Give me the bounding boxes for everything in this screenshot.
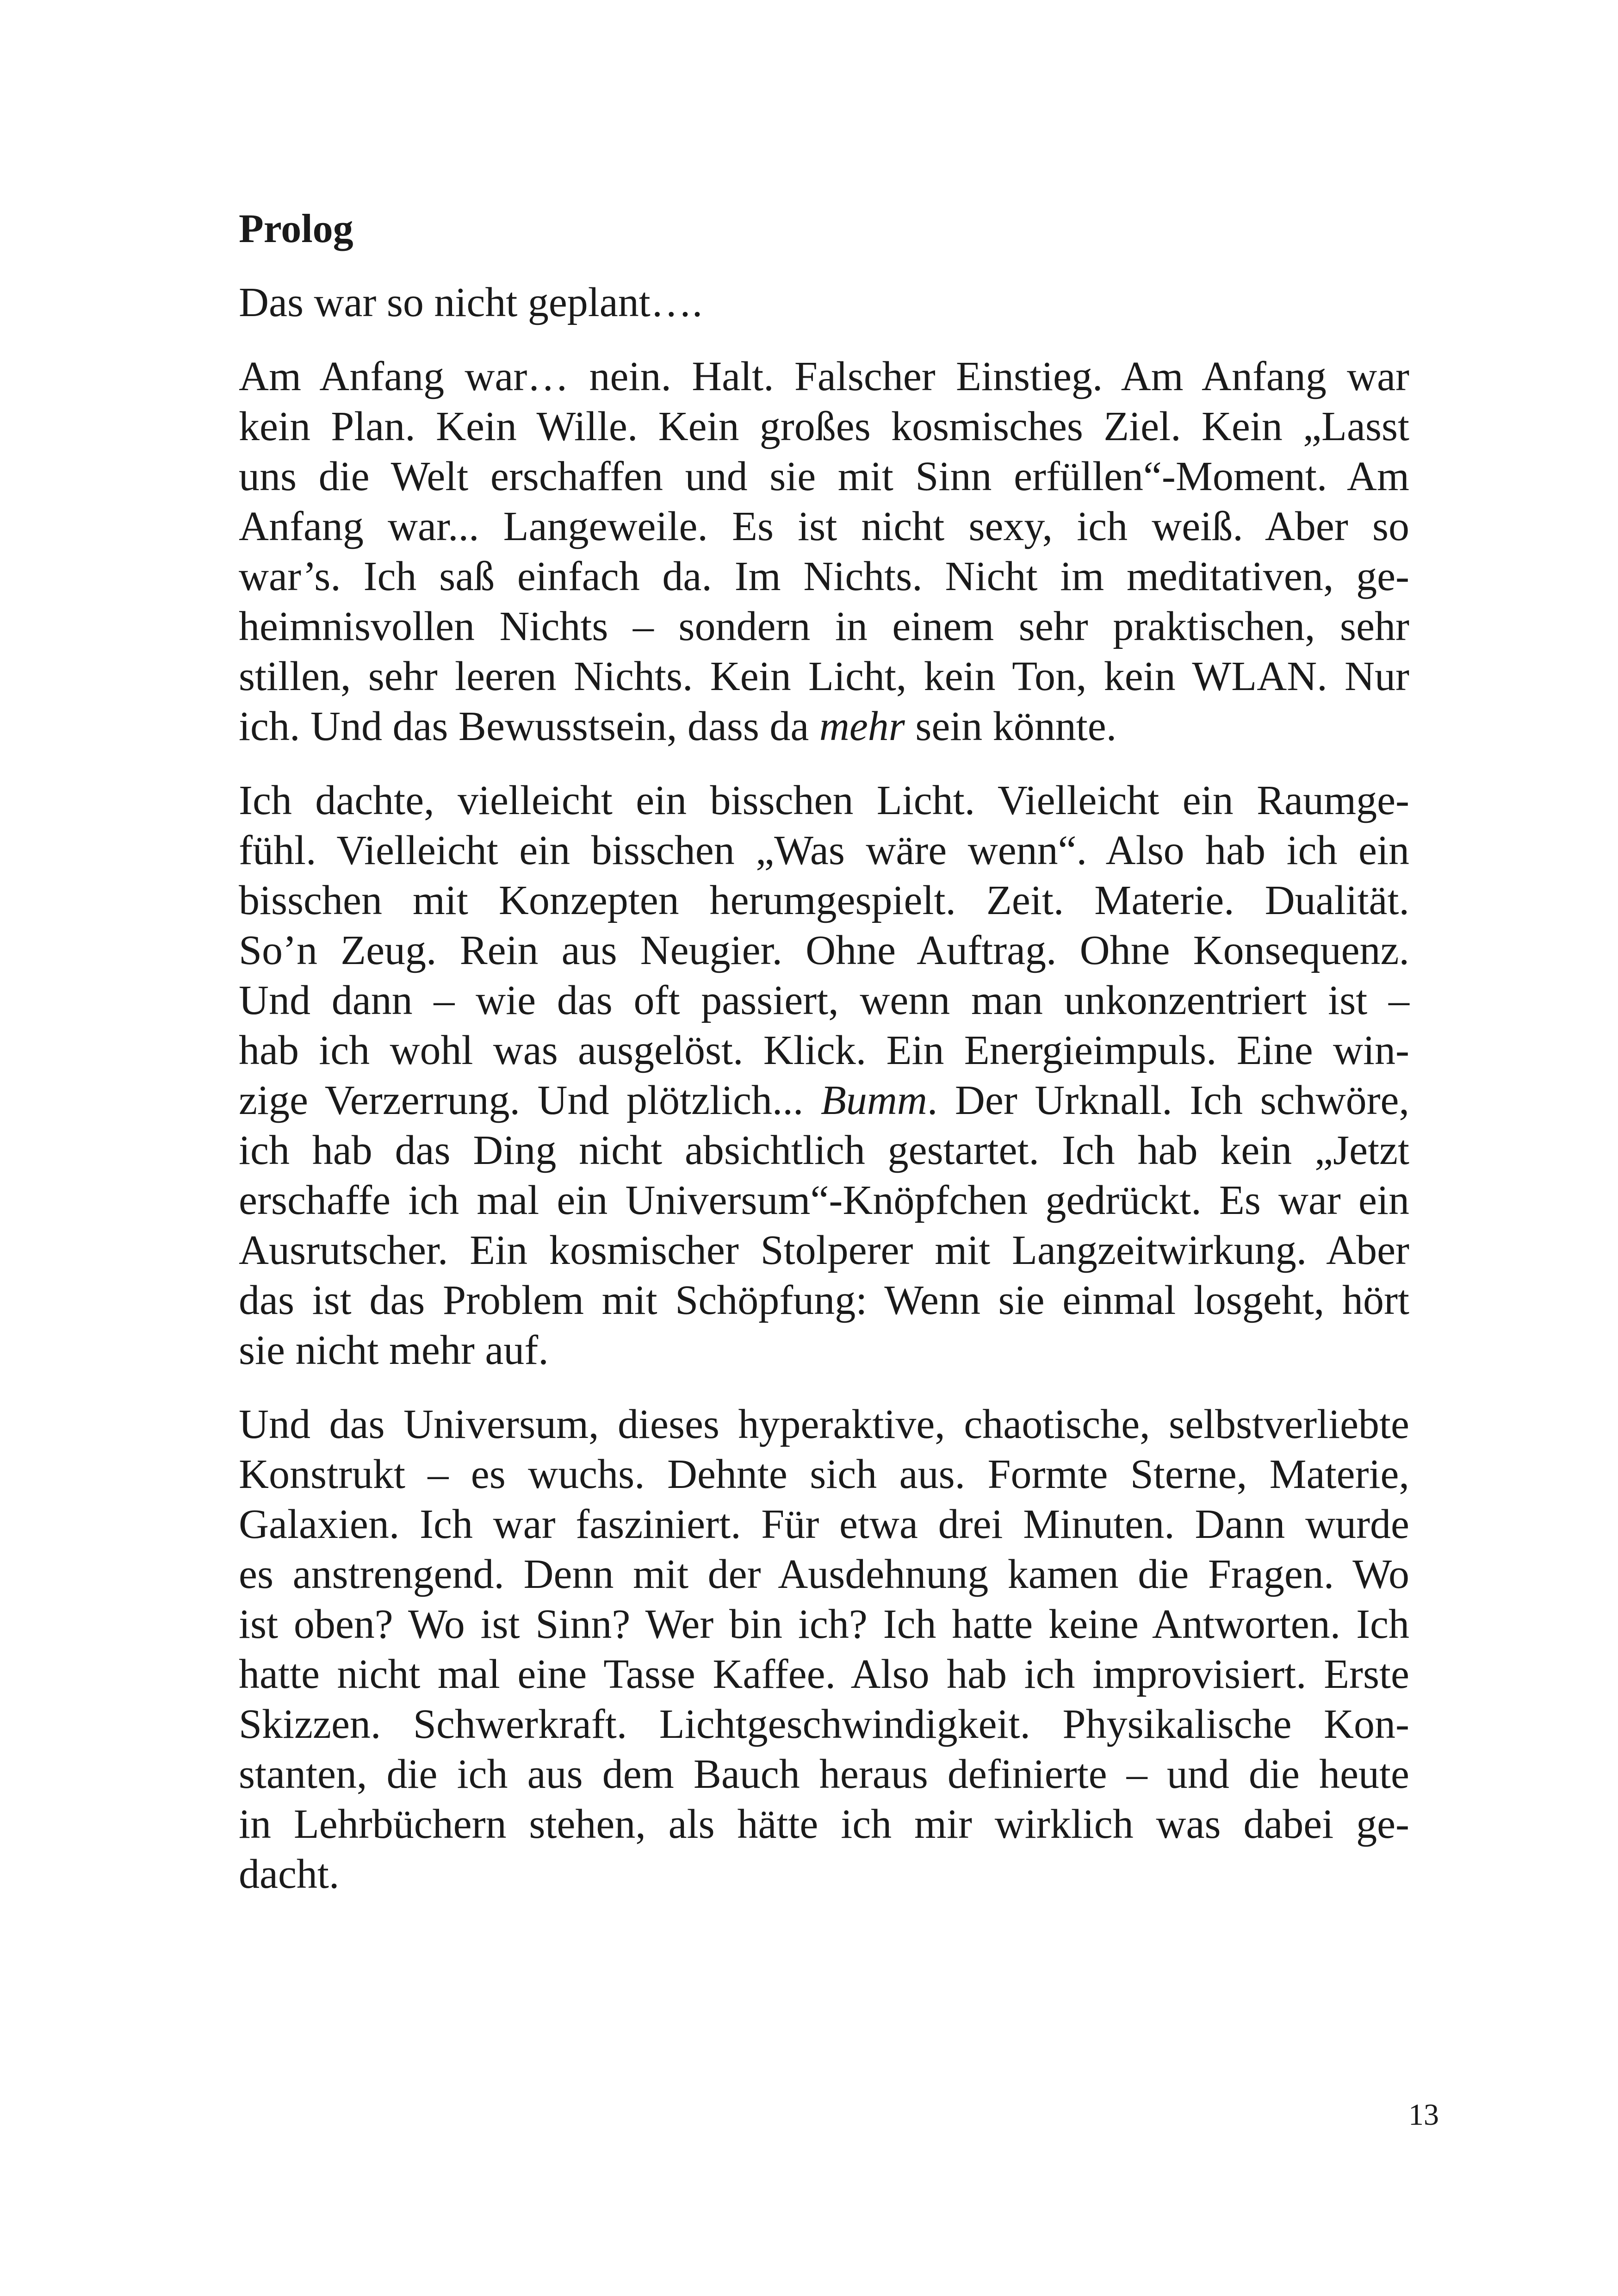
text-line: bisschen mit Konzepten herumgespielt. Zeit. Materie. Dualität.: [239, 877, 1409, 923]
text-line: war’s. Ich saß einfach da. Im Nichts. Nicht im meditativen, ge-: [239, 554, 1409, 599]
text-line: [239, 1076, 1409, 1126]
chapter-heading: Prolog: [239, 206, 353, 251]
text-line: stillen, sehr leeren Nichts. Kein Licht, kein Ton, kein WLAN. Nur: [239, 653, 1409, 699]
text-line: das ist das Problem mit Schöpfung: Wenn sie einmal losgeht, hört: [239, 1277, 1409, 1323]
text-block: [239, 204, 1409, 1923]
text-line: sie nicht mehr auf.: [239, 1327, 549, 1373]
paragraph-1: [239, 352, 1409, 752]
text-line: uns die Welt erschaffen und sie mit Sinn erfüllen“-Moment. Am: [239, 454, 1409, 499]
text-line: Und das Universum, dieses hyperaktive, chaotische, selbstverliebte: [239, 1401, 1409, 1447]
page-number: 13: [1408, 2098, 1439, 2132]
text-line: Galaxien. Ich war fasziniert. Für etwa drei Minuten. Dann wurde: [239, 1501, 1409, 1547]
text-line: Ausrutscher. Ein kosmischer Stolperer mit Langzeitwirkung. Aber: [239, 1227, 1409, 1273]
text-fragment: zige Verzerrung. Und plötzlich...: [239, 1077, 821, 1123]
text-line: kein Plan. Kein Wille. Kein großes kosmisches Ziel. Kein „Lasst: [239, 404, 1409, 449]
text-line: So’n Zeug. Rein aus Neugier. Ohne Auftrag. Ohne Konsequenz.: [239, 927, 1409, 973]
text-fragment: sein könnte.: [905, 703, 1117, 749]
intro-paragraph: [239, 278, 1409, 328]
paragraph-2: [239, 776, 1409, 1375]
text-line: es anstrengend. Denn mit der Ausdehnung kamen die Fragen. Wo: [239, 1551, 1409, 1597]
emphasis-text: mehr: [819, 703, 905, 749]
text-line: fühl. Vielleicht ein bisschen „Was wäre wenn“. Also hab ich ein: [239, 828, 1409, 873]
text-line: [239, 702, 1409, 752]
text-line: Ich dachte, vielleicht ein bisschen Licht. Vielleicht ein Raumge-: [239, 778, 1409, 823]
text-line: in Lehrbüchern stehen, als hätte ich mir wirklich was dabei ge-: [239, 1801, 1409, 1847]
text-line: Skizzen. Schwerkraft. Lichtgeschwindigkeit. Physikalische Kon-: [239, 1701, 1409, 1747]
text-fragment: . Der Urknall. Ich schwöre,: [927, 1077, 1409, 1123]
text-line: hab ich wohl was ausgelöst. Klick. Ein Energieimpuls. Eine win-: [239, 1027, 1409, 1073]
text-line: ist oben? Wo ist Sinn? Wer bin ich? Ich hatte keine Antworten. Ich: [239, 1601, 1409, 1647]
text-line: dacht.: [239, 1851, 340, 1897]
text-line: Am Anfang war… nein. Halt. Falscher Einstieg. Am Anfang war: [239, 354, 1409, 399]
emphasis-text: Bumm: [820, 1077, 927, 1123]
text-line: Anfang war... Langeweile. Es ist nicht sexy, ich weiß. Aber so: [239, 504, 1409, 549]
intro-line: Das war so nicht geplant….: [239, 280, 703, 325]
text-fragment: ich. Und das Bewusstsein, dass da: [239, 703, 819, 749]
text-line: Und dann – wie das oft passiert, wenn man unkonzentriert ist –: [239, 977, 1409, 1023]
text-line: Konstrukt – es wuchs. Dehnte sich aus. Formte Sterne, Materie,: [239, 1451, 1409, 1497]
text-line: stanten, die ich aus dem Bauch heraus definierte – und die heute: [239, 1751, 1409, 1797]
text-line: ich hab das Ding nicht absichtlich gestartet. Ich hab kein „Jetzt: [239, 1127, 1409, 1173]
text-line: hatte nicht mal eine Tasse Kaffee. Also hab ich improvisiert. Erste: [239, 1651, 1409, 1697]
paragraph-3: [239, 1400, 1409, 1899]
text-line: heimnisvollen Nichts – sondern in einem sehr praktischen, sehr: [239, 604, 1409, 649]
text-line: erschaffe ich mal ein Universum“-Knöpfchen gedrückt. Es war ein: [239, 1177, 1409, 1223]
